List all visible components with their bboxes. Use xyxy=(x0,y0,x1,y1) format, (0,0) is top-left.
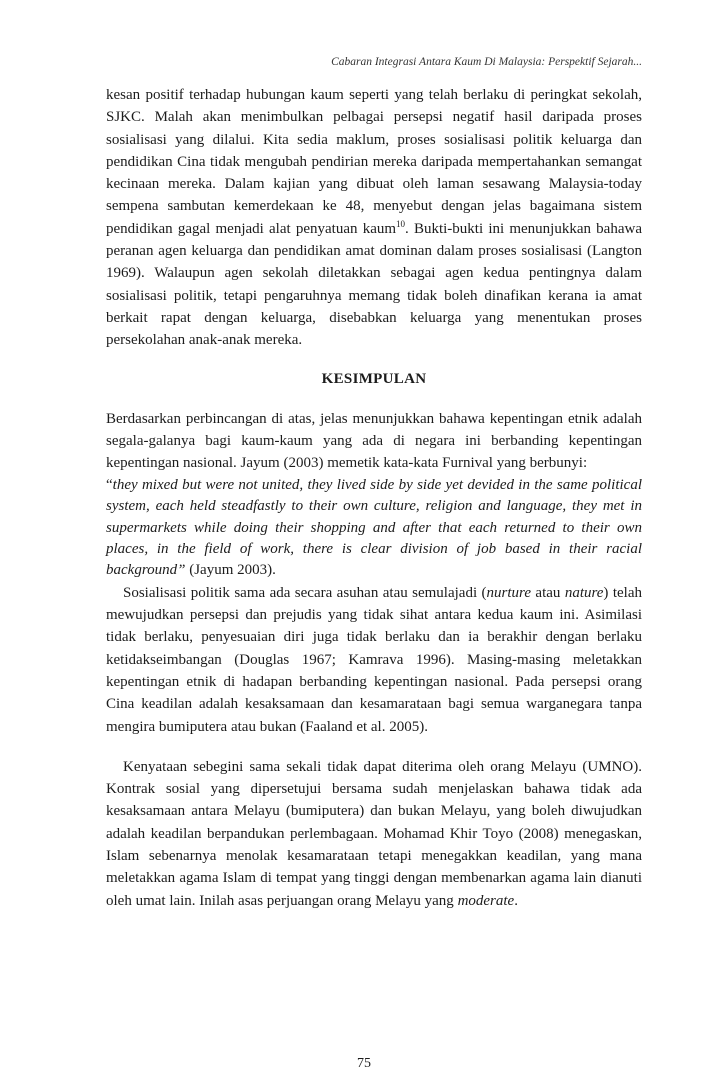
quote-open-mark: “ xyxy=(106,476,113,493)
page-number: 75 xyxy=(357,1056,371,1071)
paragraph-3-text-b: atau xyxy=(531,584,565,601)
block-quote xyxy=(106,475,642,582)
paragraph-4 xyxy=(106,756,642,912)
paragraph-4-italic-moderate: moderate xyxy=(457,892,515,909)
paragraph-2: Berdasarkan perbincangan di atas, jelas menunjukkan bahawa kepentingan etnik adalah segala-galanya bagi kaum-kaum yang ada di negara ini berbanding kepentingan kepentingan nasional. Jayum (2003) memetik kata-kata Furnival yang berbunyi: xyxy=(106,410,642,472)
paragraph-1-text-a: kesan positif terhadap hubungan kaum seperti yang telah berlaku di peringkat sekolah, SJKC. Malah akan menimbulkan pelbagai persepsi negatif hasil daripada proses sosialisasi yang dilalui. Kita sedia maklum, proses sosialisasi politik keluarga dan pendidikan Cina tidak mengubah pendirian mereka daripada mempertahankan semangat kecinaan mereka. Dalam kajian yang dibuat oleh laman sesawang Malaysia-today sempena sambutan kemerdekaan ke 48, menyebut dengan jelas bagaimana sistem pendidikan gagal menjadi alat penyatuan kaum xyxy=(106,87,642,237)
quote-text: they mixed but were not united, they lived side by side yet devided in the same political system, each held steadfastly to their own culture, religion and language, they met in supermarkets while doing their shopping and after that each returned to their own places, in the field of work, there is clear division of job based in their racial background” xyxy=(106,476,642,579)
paragraph-4-text-a: Kenyataan sebegini sama sekali tidak dapat diterima oleh orang Melayu (UMNO). Kontrak sosial yang dipersetujui bersama sudah menjelaskan bahawa tidak ada kesaksamaan antara Melayu (bumiputera) dan bukan Melayu, yang boleh diwujudkan adalah keadilan berpandukan perlembagaan. Mohamad Khir Toyo (2008) menegaskan, Islam sebenarnya menolak kesamarataan tetapi menegakkan keadilan, yang mana meletakkan agama Islam di tempat yang tinggi dengan membenarkan agama lain dianuti oleh umat lain. Inilah asas perjuangan orang Melayu yang xyxy=(106,758,642,909)
body-text xyxy=(106,84,642,912)
footnote-marker: 10 xyxy=(396,218,406,229)
paragraph-3-text-c: ) telah mewujudkan persepsi dan prejudis yang tidak sihat antara kedua kaum ini. Asimilasi tidak berlaku, penyesuaian diri juga tidak berlaku dan ia berakhir dengan berlaku ketidakseimbangan (Douglas 1967; Kamrava 1996). Masing-masing meletakkan kepentingan etnik di hadapan berbanding kepentingan nasional. Pada persepsi orang Cina keadilan adalah kesaksamaan dan kesamarataan bagi semua warganegara tanpa mengira bumiputera atau bukan (Faaland et al. 2005). xyxy=(106,584,642,735)
paragraph-3 xyxy=(106,582,642,738)
paragraph-3-italic-nurture: nurture xyxy=(486,584,531,601)
paragraph-3-text-a: Sosialisasi politik sama ada secara asuhan atau semulajadi ( xyxy=(123,584,487,601)
quote-citation: (Jayum 2003). xyxy=(185,562,276,579)
running-header: Cabaran Integrasi Antara Kaum Di Malaysia: Perspektif Sejarah... xyxy=(331,56,642,68)
paragraph-3-italic-nature: nature xyxy=(564,584,604,601)
paragraph-1 xyxy=(106,84,642,352)
paragraph-4-text-b: . xyxy=(514,892,518,909)
section-heading: KESIMPULAN xyxy=(321,370,427,387)
paragraph-1-text-b: . Bukti-bukti ini menunjukkan bahawa peranan agen keluarga dan pendidikan amat dominan dalam proses sosialisasi (Langton 1969). Walaupun agen sekolah diletakkan sebagai agen kedua pentingnya dalam sosialisasi politik, tetapi pengaruhnya memang tidak boleh dinafikan kerana ia amat berkait rapat dengan keluarga, disebabkan keluarga yang menentukan proses persekolahan anak-anak mereka. xyxy=(106,220,642,349)
